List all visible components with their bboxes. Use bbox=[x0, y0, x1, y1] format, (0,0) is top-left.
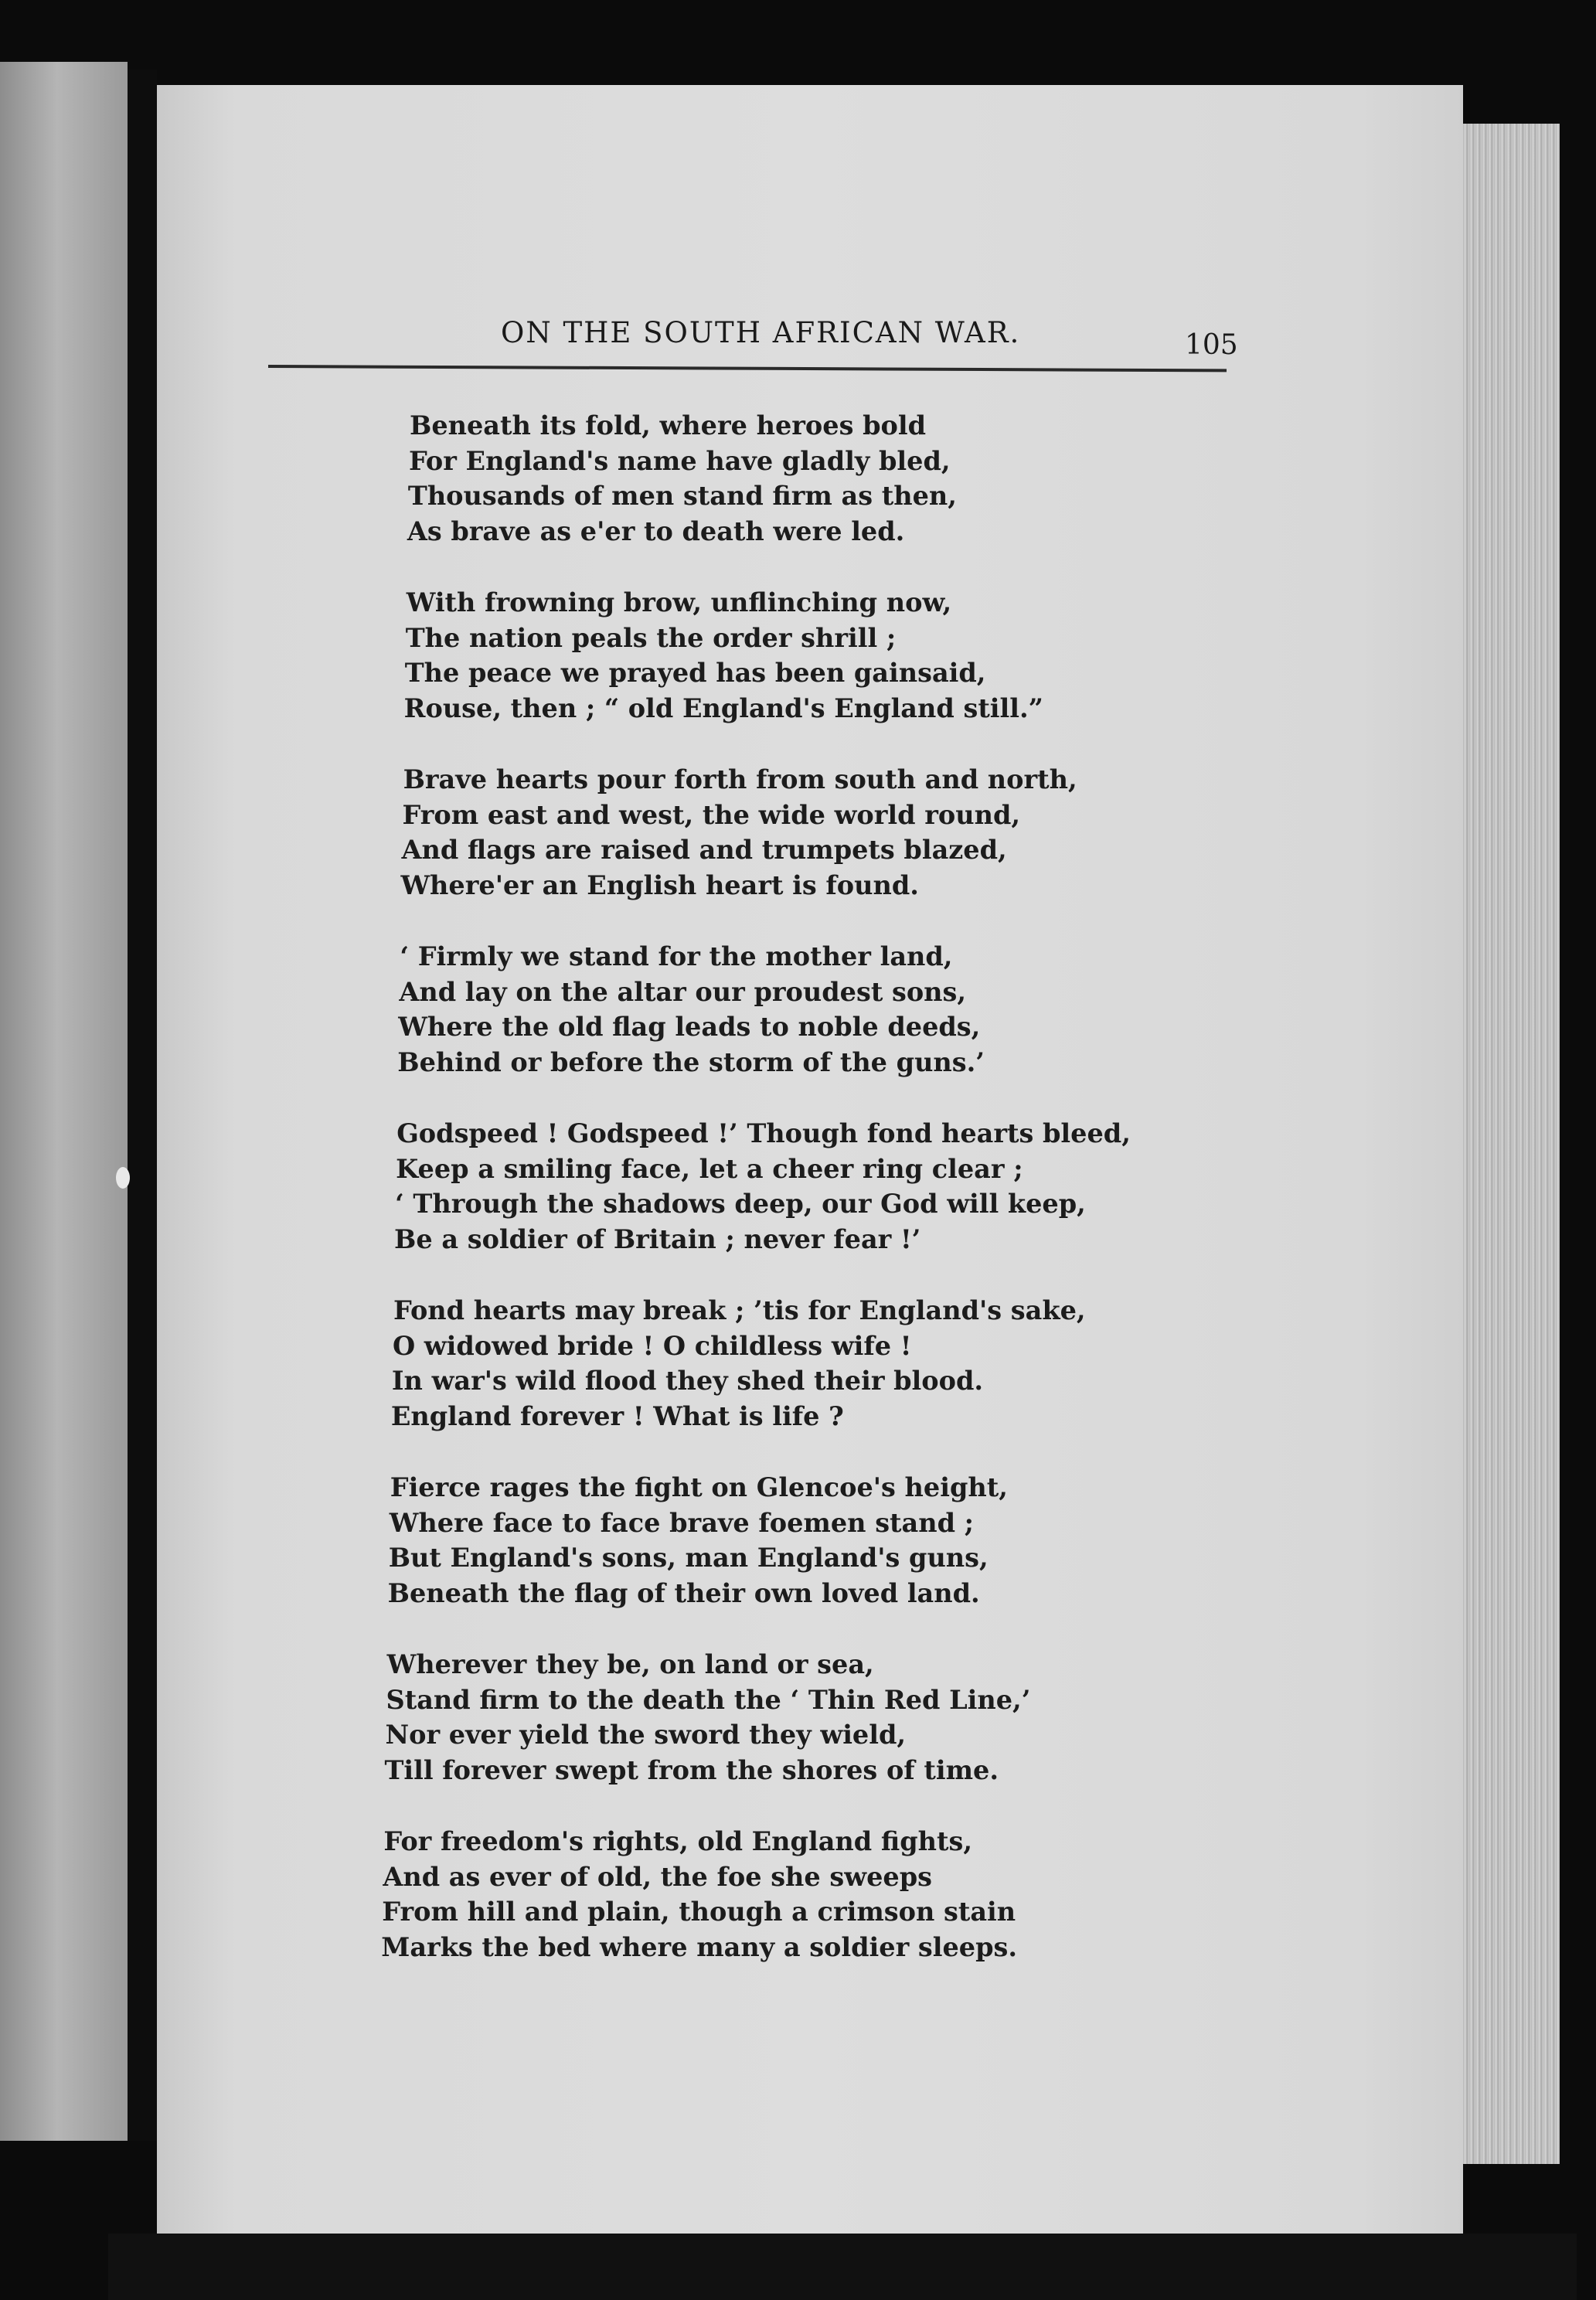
poem-line: Stand firm to the death the ‘ Thin Red Line,’ bbox=[386, 1684, 1031, 1715]
poem-line: Fierce rages the fight on Glencoe's height, bbox=[390, 1472, 1008, 1502]
poem-line: Where face to face brave foemen stand ; bbox=[389, 1507, 975, 1538]
binding-mark bbox=[116, 1167, 130, 1189]
poem-line: And as ever of old, the foe she sweeps bbox=[383, 1861, 932, 1892]
poem-line: Rouse, then ; “ old England's England still.” bbox=[403, 692, 1043, 723]
poem-line: The nation peals the order shrill ; bbox=[405, 622, 897, 653]
poem-line: Wherever they be, on land or sea, bbox=[386, 1649, 874, 1679]
page-stack-edge bbox=[1463, 124, 1560, 2164]
poem-line: From hill and plain, though a crimson stain bbox=[382, 1897, 1016, 1927]
poem-line: Beneath its fold, where heroes bold bbox=[410, 410, 927, 441]
stanza bbox=[379, 1293, 1229, 1434]
poem-line: For freedom's rights, old England fights, bbox=[383, 1826, 972, 1856]
scan-border bbox=[108, 2234, 1577, 2300]
poem-line: With frowning brow, unflinching now, bbox=[406, 587, 952, 618]
poem-line: And lay on the altar our proudest sons, bbox=[399, 976, 967, 1007]
poem-line: Fond hearts may break ; ’tis for England's sake, bbox=[393, 1295, 1086, 1325]
poem-line: Keep a smiling face, let a cheer ring clear ; bbox=[396, 1153, 1023, 1184]
poem-line: Beneath the flag of their own loved land. bbox=[387, 1577, 980, 1608]
poem-line: Thousands of men stand firm as then, bbox=[407, 481, 957, 511]
poem-line: Be a soldier of Britain ; never fear !’ bbox=[394, 1223, 921, 1254]
poem-line: Till forever swept from the shores of time. bbox=[384, 1754, 999, 1785]
poem-line: In war's wild flood they shed their blood. bbox=[391, 1366, 984, 1396]
poem-line: The peace we prayed has been gainsaid, bbox=[404, 658, 986, 688]
stanza bbox=[379, 1824, 1229, 1965]
page-number: 105 bbox=[1185, 329, 1238, 361]
stanza bbox=[379, 762, 1229, 903]
poem-body bbox=[379, 408, 1229, 2001]
poem-line: Where'er an English heart is found. bbox=[400, 869, 919, 900]
poem-line: Brave hearts pour forth from south and north, bbox=[403, 764, 1077, 794]
stanza bbox=[379, 408, 1229, 549]
facing-page-edge bbox=[0, 62, 128, 2141]
running-head: ON THE SOUTH AFRICAN WAR. bbox=[501, 316, 1021, 349]
poem-line: O widowed bride ! O childless wife ! bbox=[392, 1330, 912, 1361]
poem-line: ‘ Firmly we stand for the mother land, bbox=[400, 941, 953, 971]
poem-line: For England's name have gladly bled, bbox=[408, 445, 951, 476]
book-gutter bbox=[128, 70, 157, 2141]
poem-line: ‘ Through the shadows deep, our God will keep, bbox=[395, 1189, 1086, 1219]
poem-line: Behind or before the storm of the guns.’ bbox=[397, 1046, 985, 1077]
poem-line: But England's sons, man England's guns, bbox=[388, 1543, 989, 1573]
stanza bbox=[379, 585, 1229, 726]
poem-line: Godspeed ! Godspeed !’ Though fond hearts bleed, bbox=[396, 1118, 1131, 1148]
poem-line: As brave as e'er to death were led. bbox=[407, 515, 905, 546]
poem-line: Nor ever yield the sword they wield, bbox=[385, 1720, 907, 1750]
poem-line: England forever ! What is life ? bbox=[390, 1400, 844, 1431]
poem-line: Marks the bed where many a soldier sleeps. bbox=[381, 1931, 1018, 1962]
stanza bbox=[379, 1116, 1229, 1257]
stanza bbox=[379, 1647, 1229, 1788]
poem-line: From east and west, the wide world round, bbox=[402, 799, 1021, 830]
poem-line: Where the old flag leads to noble deeds, bbox=[398, 1012, 981, 1042]
stanza bbox=[379, 1470, 1229, 1611]
stanza bbox=[379, 939, 1229, 1080]
poem-line: And flags are raised and trumpets blazed, bbox=[401, 835, 1007, 865]
